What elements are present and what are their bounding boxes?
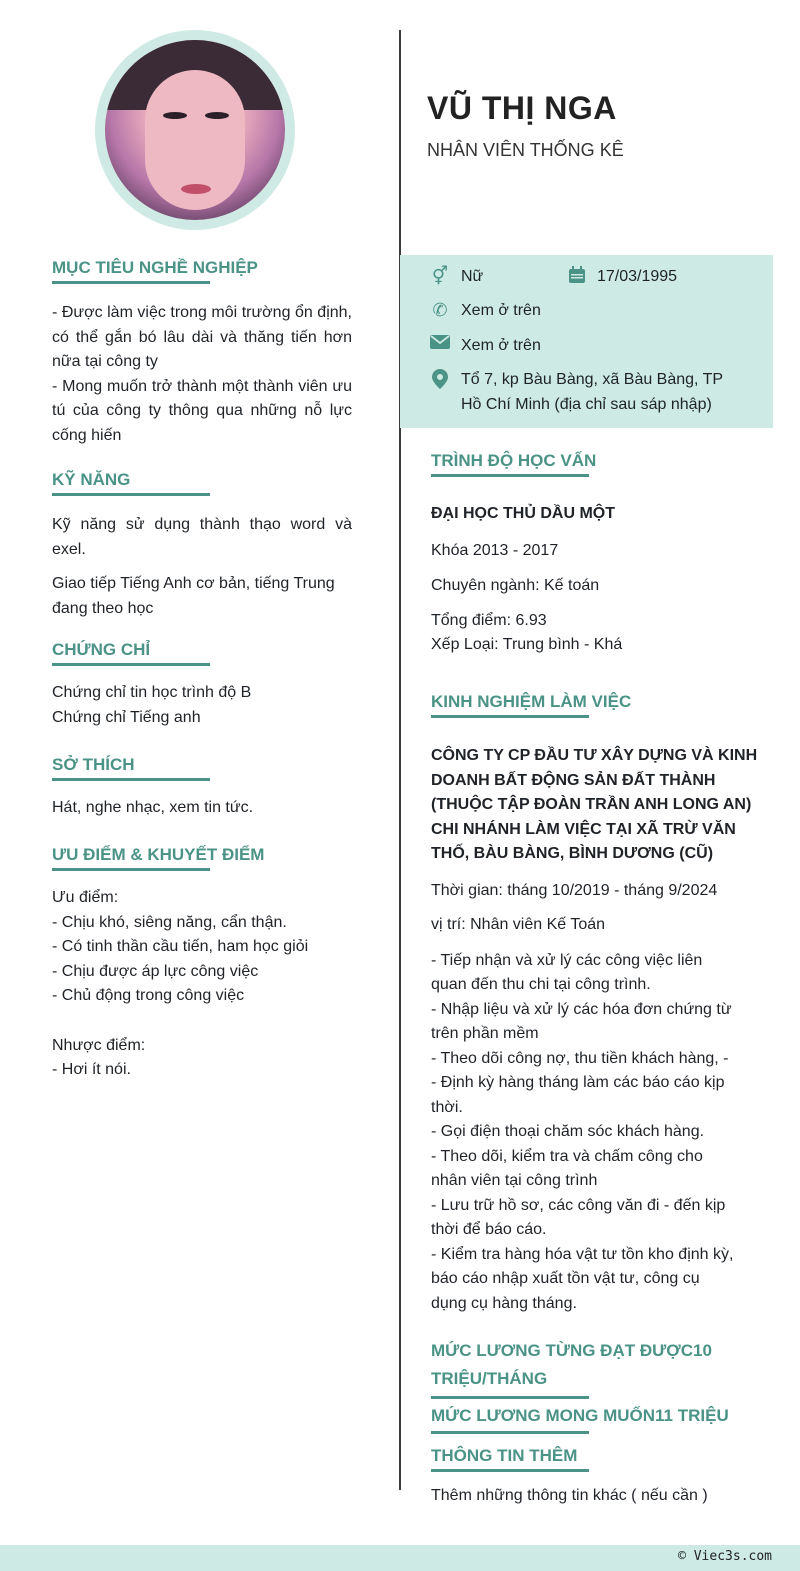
duty-line: thời để báo cáo. xyxy=(431,1221,547,1238)
pros-cons-section xyxy=(52,845,352,1083)
cons-item: - Hơi ít nói. xyxy=(52,1061,131,1078)
phone-text: Xem ở trên xyxy=(461,302,541,319)
candidate-name: VŨ THỊ NGA xyxy=(427,90,617,126)
salary-past-section xyxy=(431,1337,771,1399)
pros-item: - Chủ động trong công việc xyxy=(52,987,245,1004)
duty-line: quan đến thu chi tại công trình. xyxy=(431,976,651,993)
company-line: THỐ, BÀU BÀNG, BÌNH DƯƠNG (CŨ) xyxy=(431,845,714,862)
email-text: Xem ở trên xyxy=(461,337,541,354)
duty-line: - Định kỳ hàng tháng làm các báo cáo kịp xyxy=(431,1074,725,1091)
company-line: CHI NHÁNH LÀM VIỆC TẠI XÃ TRỪ VĂN xyxy=(431,820,736,838)
gender-text: Nữ xyxy=(461,268,484,285)
skill-item: Kỹ năng sử dụng thành thạo word và exel. xyxy=(52,516,352,558)
work-position: vị trí: Nhân viên Kế Toán xyxy=(431,916,606,933)
school-name: ĐẠI HỌC THỦ DẦU MỘT xyxy=(431,505,615,522)
duties-list xyxy=(431,949,771,1317)
section-title: THÔNG TIN THÊM xyxy=(431,1446,771,1472)
education-gpa: Tổng điểm: 6.93 xyxy=(431,611,547,629)
company-line: (THUỘC TẬP ĐOÀN TRẦN ANH LONG AN) xyxy=(431,796,752,813)
section-title: MỤC TIÊU NGHỀ NGHIỆP xyxy=(52,258,352,284)
duty-line: - Nhập liệu và xử lý các hóa đơn chứng từ xyxy=(431,1000,732,1018)
salary-past-title xyxy=(431,1337,771,1399)
certificates-section xyxy=(52,640,352,730)
duty-line: trên phần mềm xyxy=(431,1025,539,1042)
pros-item: - Có tinh thần cầu tiến, ham học giỏi xyxy=(52,938,309,955)
phone-icon: ✆ xyxy=(432,300,448,320)
education-period: Khóa 2013 - 2017 xyxy=(431,541,559,559)
location-icon xyxy=(430,369,450,389)
duty-line: - Tiếp nhận và xử lý các công việc liên xyxy=(431,951,703,969)
hobbies-text: Hát, nghe nhạc, xem tin tức. xyxy=(52,799,254,816)
work-time: Thời gian: tháng 10/2019 - tháng 9/2024 xyxy=(431,881,718,899)
section-title: SỞ THÍCH xyxy=(52,755,352,781)
duty-line: báo cáo nhập xuất tồn vật tư, công cụ xyxy=(431,1270,700,1287)
career-goal-text-1: - Được làm việc trong môi trường ổn định, có thể gắn bó lâu dài và thăng tiến hơn nữa tại công ty xyxy=(52,304,352,370)
dob-text: 17/03/1995 xyxy=(597,268,678,285)
salary-past-line-1: MỨC LƯƠNG TỪNG ĐẠT ĐƯỢC10 xyxy=(431,1341,712,1360)
company-name xyxy=(431,744,771,867)
hobbies-section xyxy=(52,755,352,821)
section-title: CHỨNG CHỈ xyxy=(52,640,352,666)
education-rank: Xếp Loại: Trung bình - Khá xyxy=(431,636,623,653)
address-line-2: Hồ Chí Minh (địa chỉ sau sáp nhập) xyxy=(461,396,712,413)
calendar-icon xyxy=(567,266,587,286)
career-goal-section xyxy=(52,258,352,448)
skills-section xyxy=(52,470,352,621)
duty-line: dụng cụ hàng tháng. xyxy=(431,1294,577,1312)
pros-item: - Chịu khó, siêng năng, cẩn thận. xyxy=(52,913,287,931)
salary-expected-section xyxy=(431,1406,771,1434)
salary-past-line-2: TRIỆU/THÁNG xyxy=(431,1369,548,1388)
education-major: Chuyên ngành: Kế toán xyxy=(431,577,600,594)
avatar xyxy=(95,30,295,230)
section-title: ƯU ĐIỂM & KHUYẾT ĐIỂM xyxy=(52,845,352,871)
more-info-text: Thêm những thông tin khác ( nếu cần ) xyxy=(431,1487,708,1504)
section-title: TRÌNH ĐỘ HỌC VẤN xyxy=(431,451,761,477)
duty-line: - Lưu trữ hồ sơ, các công văn đi - đến kịp xyxy=(431,1196,726,1214)
cert-item: Chứng chỉ Tiếng anh xyxy=(52,708,201,726)
duty-line: - Theo dõi, kiểm tra và chấm công cho xyxy=(431,1147,703,1165)
skill-item: Giao tiếp Tiếng Anh cơ bản, tiếng Trung đang theo học xyxy=(52,575,335,617)
section-title: KINH NGHIỆM LÀM VIỆC xyxy=(431,692,771,718)
profile-photo xyxy=(105,40,285,220)
section-title: KỸ NĂNG xyxy=(52,470,352,496)
gender-icon: ⚥ xyxy=(431,266,449,286)
experience-section xyxy=(431,692,771,1316)
column-divider xyxy=(399,30,401,1490)
pros-label: Ưu điểm: xyxy=(52,889,119,906)
education-section xyxy=(431,451,761,658)
duty-line: - Theo dõi công nợ, thu tiền khách hàng, - xyxy=(431,1049,729,1067)
pros-item: - Chịu được áp lực công việc xyxy=(52,962,259,980)
duty-line: thời. xyxy=(431,1098,463,1116)
candidate-role: NHÂN VIÊN THỐNG KÊ xyxy=(427,140,624,160)
salary-expected-title: MỨC LƯƠNG MONG MUỐN11 TRIỆU xyxy=(431,1406,771,1434)
duty-line: - Gọi điện thoại chăm sóc khách hàng. xyxy=(431,1123,705,1140)
cons-label: Nhược điểm: xyxy=(52,1036,146,1054)
company-line: CÔNG TY CP ĐẦU TƯ XÂY DỰNG VÀ KINH xyxy=(431,747,758,764)
more-info-section xyxy=(431,1446,771,1509)
duty-line: - Kiểm tra hàng hóa vật tư tồn kho định kỳ, xyxy=(431,1245,734,1263)
address-line-1: Tổ 7, kp Bàu Bàng, xã Bàu Bàng, TP xyxy=(461,371,724,388)
duty-line: nhân viên tại công trình xyxy=(431,1172,598,1189)
career-goal-text-2: - Mong muốn trở thành một thành viên ưu tú của công ty thông qua những nỗ lực cống hiến xyxy=(52,377,352,444)
contact-panel xyxy=(400,255,773,428)
company-line: DOANH BẤT ĐỘNG SẢN ĐẤT THÀNH xyxy=(431,771,716,789)
footer-credit: © Viec3s.com xyxy=(678,1549,772,1564)
cert-item: Chứng chỉ tin học trình độ B xyxy=(52,684,252,701)
email-icon xyxy=(430,334,450,354)
footer-bar xyxy=(0,1545,800,1571)
